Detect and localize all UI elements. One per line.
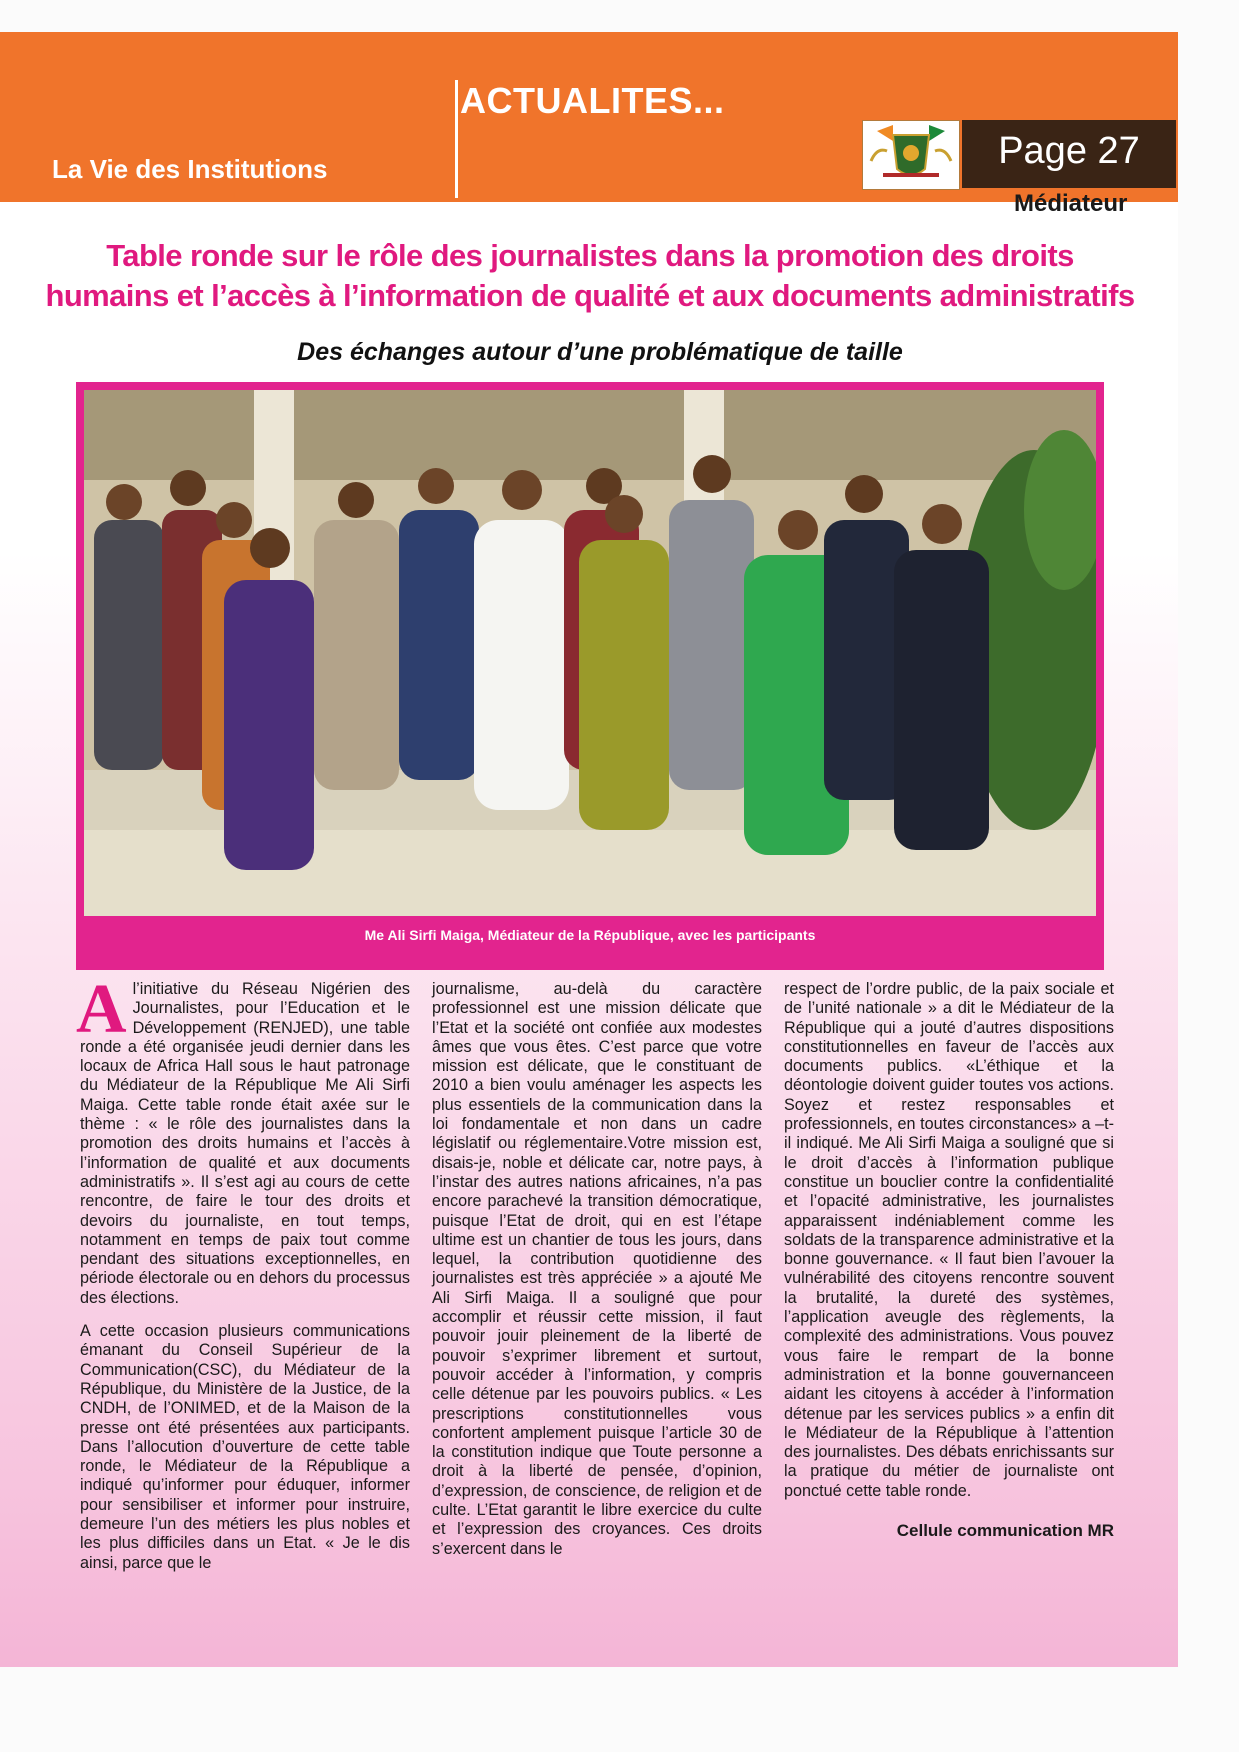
headline-line-1: Table ronde sur le rôle des journalistes dans la promotion des droits <box>106 238 1074 273</box>
group-photo <box>84 390 1096 916</box>
section-title: La Vie des Institutions <box>52 154 328 184</box>
photo-frame <box>76 382 1104 970</box>
rubric-label: Médiateur <box>1014 190 1128 217</box>
drop-cap: A <box>76 971 127 1048</box>
paragraph-text: l’initiative du Réseau Nigérien des Journalistes, pour l’Education et le Développement (RENJED), une table ronde a été organisée jeudi dernier dans les locaux de Africa Hall sous le haut patronage du Médiateur de la République Me Ali Sirfi Maiga. Cette table ronde était axée sur le thème : « le rôle des journalistes dans la promotion des droits humains et l’accès à l’information de qualité et aux documents administratifs ». Il s’est agi au cours de cette rencontre, de faire le tour des droits et devoirs du journaliste, en tout temps, notamment en temps de paix tout comme pendant des situations exceptionnelles, en période électorale ou en dehors du processus des élections. <box>80 980 410 1307</box>
column-3 <box>784 980 1114 1540</box>
header-bar <box>0 32 1178 202</box>
article-subheadline: Des échanges autour d’une problématique de taille <box>297 338 903 366</box>
article-signature: Cellule communication MR <box>896 1521 1114 1541</box>
article-headline <box>40 236 1140 316</box>
coat-of-arms-emblem <box>862 120 960 190</box>
column-1 <box>76 971 410 1587</box>
article-body <box>76 971 1120 1600</box>
header-divider <box>455 80 458 198</box>
paragraph: journalisme, au-delà du caractère professionnel est une mission délicate que l’Etat et la société ont confiée aux modestes âmes que vous êtes. C’est parce que votre mission est délicate, que le constituant de 2010 a bien voulu aménager les aspects les plus essentiels de la communication dans la loi fondamentale et non dans un cadre législatif ou réglementaire.Votre mission est, disais-je, noble et délicate car, notre pays, à l’instar des autres nations africaines, n’a pas encore parachevé la transition démocratique, puisque l’Etat de droit, qui en est l’étape ultime est un chantier de tous les jours, dans lequel, la contribution quotidienne des journalistes est très appréciée » a ajouté Me Ali Sirfi Maiga. Il a souligné que pour accomplir et réussir cette mission, il faut pouvoir jouir pleinement de la liberté de pouvoir s’exprimer librement et surtout, pouvoir accéder à l’information, y compris celle détenue par les pouvoirs publics. « Les prescriptions constitutionnelles vous confortent amplement puisque l’article 30 de la constitution indique que Toute personne a droit à la liberté de pensée, d’opinion, d’expression, de conscience, de religion et de culte. L’Etat garantit le libre exercice du culte et l’expression des croyances. Ces droits s’exercent dans le <box>432 980 762 1558</box>
magazine-page <box>0 32 1178 1667</box>
paragraph: respect de l’ordre public, de la paix sociale et de l’unité nationale » a dit le Médiateur de la République qui a jouté d’autres dispositions constitutionnelles en faveur de l’accès aux documents publics. «L’éthique et la déontologie doivent guider toutes vos actions. Soyez et restez responsables et professionnels, en toutes circonstances» a –t-il indiqué. Me Ali Sirfi Maiga a souligné que si le droit d’accès à l’information publique constitue un bouclier contre la confidentialité et l’opacité administrative, les journalistes apparaissent indéniablement comme les soldats de la transparence administrative et la bonne gouvernance. « Il faut bien l’avouer la vulnérabilité des citoyens rencontre souvent la brutalité, la dureté des systèmes, l’application aveugle des règlements, la complexité des administrations. Vous pouvez vous faire le rempart de la bonne administration et la bonne gouvernanceen aidant les citoyens à accéder à l’information détenue par les services publics » a enfin dit le Médiateur de la République à l’attention des journalistes. Des débats enrichissants sur la pratique du métier de journaliste ont ponctué cette table ronde. <box>784 980 1114 1500</box>
column-2 <box>432 980 762 1573</box>
paragraph: A cette occasion plusieurs communications émanant du Conseil Supérieur de la Communication(CSC), du Médiateur de la République, du Ministère de la Justice, de la CNDH, de l’ONIMED, et de la Maison de la presse ont été présentées aux participants. Dans l’allocution d’ouverture de cette table ronde, le Médiateur de la République a indiqué qu’informer pour éduquer, informer pour sensibiliser et informer pour instruire, demeure l’un des métiers les plus nobles et les plus difficiles dans un Etat. « Je le dis ainsi, parce que le <box>80 1322 410 1572</box>
headline-line-2: humains et l’accès à l’information de qualité et aux documents administratifs <box>45 278 1135 313</box>
page-number: Page 27 <box>998 130 1140 172</box>
photo-caption: Me Ali Sirfi Maiga, Médiateur de la République, avec les participants <box>364 927 816 943</box>
paragraph <box>76 971 410 1308</box>
header-kicker: ACTUALITES... <box>460 80 725 121</box>
page-number-box <box>962 120 1176 188</box>
